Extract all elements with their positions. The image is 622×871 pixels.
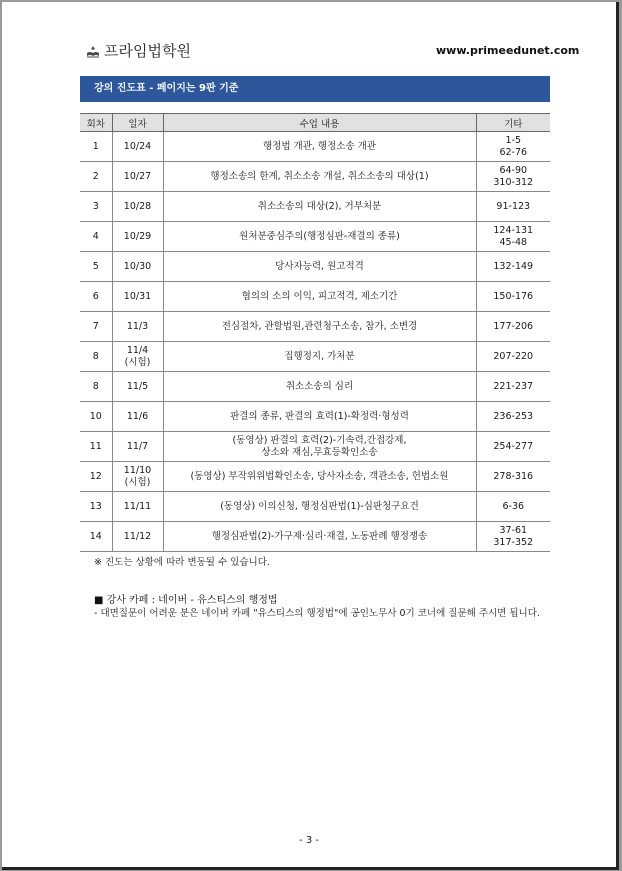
cell-etc: 124-131 45-48 [476,222,550,252]
table-row [80,252,550,282]
cell-date: 10/30 [112,252,163,282]
cell-session: 14 [80,522,112,552]
cell-content: 행정소송의 한계, 취소소송 개설, 취소소송의 대상(1) [163,162,476,192]
schedule-table [80,113,550,552]
header-date: 일자 [112,114,163,132]
table-row [80,462,550,492]
cell-content: 집행정지, 가처분 [163,342,476,372]
cell-session: 5 [80,252,112,282]
table-row [80,162,550,192]
cell-etc: 132-149 [476,252,550,282]
cell-session: 10 [80,402,112,432]
cell-date: 11/6 [112,402,163,432]
table-row [80,222,550,252]
table-row [80,492,550,522]
cell-content: 취소소송의 대상(2), 거부처분 [163,192,476,222]
cell-etc: 254-277 [476,432,550,462]
cell-date: 11/11 [112,492,163,522]
cell-content: (동영상) 부작위위법확인소송, 당사자소송, 객관소송, 헌법소원 [163,462,476,492]
page-number: - 3 - [299,835,319,846]
cell-etc: 221-237 [476,372,550,402]
table-row [80,522,550,552]
cell-date: 11/10 (시험) [112,462,163,492]
table-row [80,342,550,372]
cell-etc: 207-220 [476,342,550,372]
table-row [80,132,550,162]
cell-etc: 236-253 [476,402,550,432]
cell-content: 전심절차, 관할법원,관련청구소송, 참가, 소변경 [163,312,476,342]
cell-session: 4 [80,222,112,252]
cell-date: 10/29 [112,222,163,252]
cell-etc: 91-123 [476,192,550,222]
cell-session: 6 [80,282,112,312]
cell-etc: 1-5 62-76 [476,132,550,162]
cell-date: 10/24 [112,132,163,162]
book-logo-icon [86,44,100,58]
table-row [80,432,550,462]
cell-session: 8 [80,342,112,372]
document-page [2,2,619,870]
cell-content: 행정심판법(2)-가구제·심리·재결, 노동판례 행정쟁송 [163,522,476,552]
cell-session: 7 [80,312,112,342]
table-row [80,372,550,402]
cell-date: 11/7 [112,432,163,462]
cell-content: (동영상) 판결의 효력(2)-기속력,간접강제, 상소와 재심,무효등확인소송 [163,432,476,462]
cell-etc: 37-61 317-352 [476,522,550,552]
logo-text: 프라임법학원 [104,42,191,60]
cell-etc: 64-90 310-312 [476,162,550,192]
table-row [80,312,550,342]
cell-session: 11 [80,432,112,462]
cell-etc: 177-206 [476,312,550,342]
schedule-banner: 강의 진도표 - 페이지는 9판 기준 [80,76,550,102]
cell-session: 8 [80,372,112,402]
cafe-title: ■ 강사 카페 : 네이버 - 유스티스의 행정법 [94,595,278,606]
table-header-row [80,114,550,132]
cell-content: 협의의 소의 이익, 피고적격, 제소기간 [163,282,476,312]
cell-content: 취소소송의 심리 [163,372,476,402]
table-row [80,192,550,222]
site-url: www.primeedunet.com [436,44,580,57]
cafe-body: - 대면질문이 어려운 분은 네이버 카페 "유스티스의 행정법"에 공인노무사 0기 코너에 질문해 주시면 됩니다. [94,608,540,619]
header-session: 회차 [80,114,112,132]
cell-session: 3 [80,192,112,222]
cell-etc: 6-36 [476,492,550,522]
cell-etc: 278-316 [476,462,550,492]
table-row [80,282,550,312]
table-row [80,402,550,432]
cell-content: 판결의 종류, 판결의 효력(1)-확정력·형성력 [163,402,476,432]
cell-date: 11/4 (시험) [112,342,163,372]
header-content: 수업 내용 [163,114,476,132]
cell-content: 당사자능력, 원고적격 [163,252,476,282]
cell-etc: 150-176 [476,282,550,312]
cell-content: 원처분중심주의(행정심판-재결의 종류) [163,222,476,252]
cell-date: 10/31 [112,282,163,312]
logo [86,40,191,61]
cell-content: (동영상) 이의신청, 행정심판법(1)-심판청구요건 [163,492,476,522]
header-etc: 기타 [476,114,550,132]
cell-date: 11/5 [112,372,163,402]
cell-session: 1 [80,132,112,162]
cell-date: 11/3 [112,312,163,342]
cell-session: 12 [80,462,112,492]
cell-session: 13 [80,492,112,522]
cell-session: 2 [80,162,112,192]
cell-content: 행정법 개관, 행정소송 개관 [163,132,476,162]
schedule-note: ※ 진도는 상황에 따라 변동될 수 있습니다. [94,557,270,568]
cell-date: 10/27 [112,162,163,192]
cell-date: 11/12 [112,522,163,552]
cell-date: 10/28 [112,192,163,222]
